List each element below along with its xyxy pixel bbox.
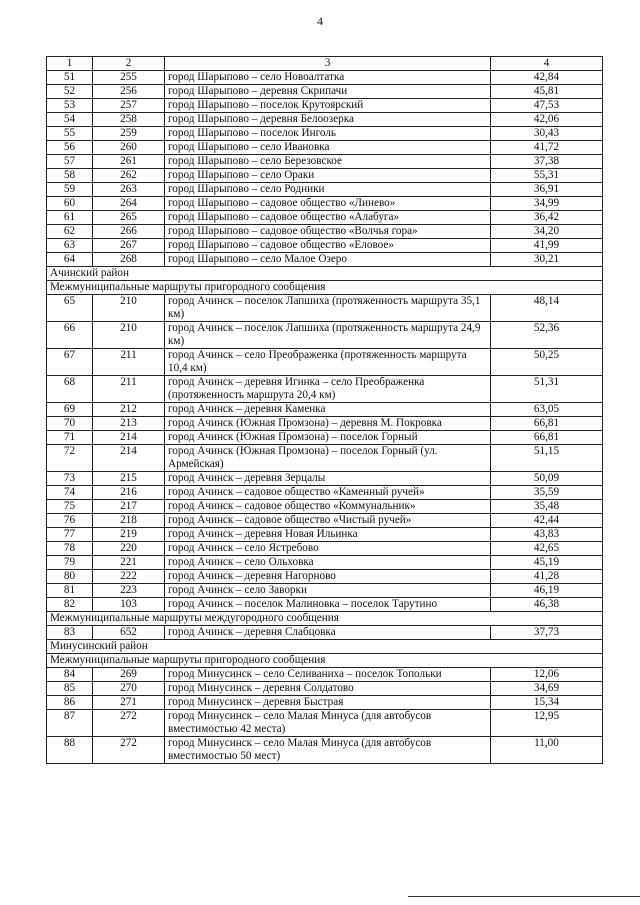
- section-title: Ачинский район: [47, 267, 603, 281]
- route-name: город Ачинск – деревня Зерцалы: [165, 472, 491, 486]
- route-value: 34,20: [491, 225, 603, 239]
- route-value: 52,36: [491, 322, 603, 349]
- route-name: город Минусинск – село Малая Минуса (для автобусов вместимостью 50 мест): [165, 737, 491, 764]
- row-number: 58: [47, 169, 93, 183]
- row-number: 70: [47, 417, 93, 431]
- route-name: город Шарыпово – село Малое Озеро: [165, 253, 491, 267]
- route-code: 222: [93, 570, 165, 584]
- row-number: 88: [47, 737, 93, 764]
- section-title: Межмуниципальные маршруты пригородного сообщения: [47, 281, 603, 295]
- section-row: [47, 640, 603, 654]
- section-title: Минусинский район: [47, 640, 603, 654]
- route-code: 218: [93, 514, 165, 528]
- route-code: 210: [93, 295, 165, 322]
- route-code: 256: [93, 85, 165, 99]
- route-value: 30,43: [491, 127, 603, 141]
- route-value: 46,19: [491, 584, 603, 598]
- footer-rule: [408, 896, 640, 897]
- table-row: [47, 127, 603, 141]
- route-code: 217: [93, 500, 165, 514]
- page-number: 4: [317, 14, 323, 28]
- row-number: 55: [47, 127, 93, 141]
- row-number: 83: [47, 626, 93, 640]
- route-name: город Минусинск – село Малая Минуса (для автобусов вместимостью 42 места): [165, 710, 491, 737]
- row-number: 71: [47, 431, 93, 445]
- route-name: город Ачинск – село Заворки: [165, 584, 491, 598]
- row-number: 69: [47, 403, 93, 417]
- table-row: [47, 542, 603, 556]
- route-value: 66,81: [491, 431, 603, 445]
- row-number: 74: [47, 486, 93, 500]
- route-name: город Шарыпово – село Ораки: [165, 169, 491, 183]
- table-row: [47, 710, 603, 737]
- table-row: [47, 71, 603, 85]
- row-number: 53: [47, 99, 93, 113]
- route-name: город Ачинск – деревня Новая Ильинка: [165, 528, 491, 542]
- route-code: 221: [93, 556, 165, 570]
- table-row: [47, 169, 603, 183]
- route-value: 36,91: [491, 183, 603, 197]
- row-number: 68: [47, 376, 93, 403]
- route-code: 270: [93, 682, 165, 696]
- row-number: 79: [47, 556, 93, 570]
- section-title: Межмуниципальные маршруты пригородного сообщения: [47, 654, 603, 668]
- route-name: город Ачинск – поселок Лапшиха (протяженность маршрута 24,9 км): [165, 322, 491, 349]
- route-code: 212: [93, 403, 165, 417]
- table-row: [47, 295, 603, 322]
- route-code: 267: [93, 239, 165, 253]
- route-code: 257: [93, 99, 165, 113]
- row-number: 62: [47, 225, 93, 239]
- route-name: город Шарыпово – садовое общество «Алабуга»: [165, 211, 491, 225]
- route-code: 262: [93, 169, 165, 183]
- table-row: [47, 584, 603, 598]
- route-code: 261: [93, 155, 165, 169]
- routes-table: [46, 56, 603, 764]
- row-number: 80: [47, 570, 93, 584]
- route-value: 36,42: [491, 211, 603, 225]
- table-row: [47, 626, 603, 640]
- route-name: город Шарыпово – село Новоалтатка: [165, 71, 491, 85]
- table-row: [47, 445, 603, 472]
- header-col-4: 4: [491, 57, 603, 71]
- route-value: 11,00: [491, 737, 603, 764]
- table-row: [47, 183, 603, 197]
- row-number: 51: [47, 71, 93, 85]
- table-row: [47, 141, 603, 155]
- table-row: [47, 253, 603, 267]
- route-code: 272: [93, 737, 165, 764]
- route-name: город Шарыпово – садовое общество «Линево»: [165, 197, 491, 211]
- table-row: [47, 431, 603, 445]
- route-code: 259: [93, 127, 165, 141]
- route-name: город Минусинск – деревня Солдатово: [165, 682, 491, 696]
- table-row: [47, 472, 603, 486]
- route-code: 210: [93, 322, 165, 349]
- section-title: Межмуниципальные маршруты междугородного сообщения: [47, 612, 603, 626]
- route-code: 268: [93, 253, 165, 267]
- row-number: 61: [47, 211, 93, 225]
- table-row: [47, 211, 603, 225]
- table-row: [47, 570, 603, 584]
- route-code: 652: [93, 626, 165, 640]
- route-value: 35,48: [491, 500, 603, 514]
- route-name: город Шарыпово – поселок Инголь: [165, 127, 491, 141]
- route-name: город Ачинск – деревня Каменка: [165, 403, 491, 417]
- route-value: 42,06: [491, 113, 603, 127]
- route-name: город Шарыпово – село Ивановка: [165, 141, 491, 155]
- row-number: 63: [47, 239, 93, 253]
- route-name: город Ачинск – деревня Нагорново: [165, 570, 491, 584]
- table-row: [47, 225, 603, 239]
- route-code: 214: [93, 431, 165, 445]
- route-name: город Шарыпово – поселок Крутоярский: [165, 99, 491, 113]
- route-value: 45,81: [491, 85, 603, 99]
- route-name: город Шарыпово – деревня Белоозерка: [165, 113, 491, 127]
- route-name: город Ачинск – поселок Лапшиха (протяженность маршрута 35,1 км): [165, 295, 491, 322]
- route-value: 66,81: [491, 417, 603, 431]
- route-value: 30,21: [491, 253, 603, 267]
- route-name: город Шарыпово – деревня Скрипачи: [165, 85, 491, 99]
- table-row: [47, 682, 603, 696]
- row-number: 59: [47, 183, 93, 197]
- section-row: [47, 281, 603, 295]
- route-name: город Шарыпово – село Березовское: [165, 155, 491, 169]
- route-value: 51,31: [491, 376, 603, 403]
- row-number: 87: [47, 710, 93, 737]
- row-number: 72: [47, 445, 93, 472]
- table-row: [47, 737, 603, 764]
- route-code: 266: [93, 225, 165, 239]
- route-name: город Ачинск – поселок Малиновка – поселок Тарутино: [165, 598, 491, 612]
- row-number: 76: [47, 514, 93, 528]
- row-number: 64: [47, 253, 93, 267]
- header-col-2: 2: [93, 57, 165, 71]
- route-value: 55,31: [491, 169, 603, 183]
- table-row: [47, 155, 603, 169]
- table-row: [47, 239, 603, 253]
- route-value: 42,84: [491, 71, 603, 85]
- route-name: город Ачинск – село Преображенка (протяженность маршрута 10,4 км): [165, 349, 491, 376]
- route-value: 48,14: [491, 295, 603, 322]
- row-number: 67: [47, 349, 93, 376]
- route-code: 211: [93, 376, 165, 403]
- route-name: город Минусинск – деревня Быстрая: [165, 696, 491, 710]
- route-value: 43,83: [491, 528, 603, 542]
- route-name: город Ачинск – село Ястребово: [165, 542, 491, 556]
- route-name: город Ачинск (Южная Промзона) – деревня М. Покровка: [165, 417, 491, 431]
- table-row: [47, 376, 603, 403]
- route-value: 34,69: [491, 682, 603, 696]
- table-row: [47, 500, 603, 514]
- route-value: 37,73: [491, 626, 603, 640]
- route-name: город Ачинск (Южная Промзона) – поселок Горный: [165, 431, 491, 445]
- route-name: город Шарыпово – садовое общество «Еловое»: [165, 239, 491, 253]
- row-number: 81: [47, 584, 93, 598]
- route-code: 220: [93, 542, 165, 556]
- table-row: [47, 556, 603, 570]
- route-code: 103: [93, 598, 165, 612]
- route-code: 264: [93, 197, 165, 211]
- route-name: город Ачинск – деревня Игинка – село Преображенка (протяженность маршрута 20,4 км): [165, 376, 491, 403]
- table-row: [47, 197, 603, 211]
- row-number: 85: [47, 682, 93, 696]
- route-value: 42,65: [491, 542, 603, 556]
- route-value: 51,15: [491, 445, 603, 472]
- route-code: 269: [93, 668, 165, 682]
- route-name: город Ачинск – садовое общество «Каменный ручей»: [165, 486, 491, 500]
- route-value: 41,72: [491, 141, 603, 155]
- row-number: 57: [47, 155, 93, 169]
- row-number: 82: [47, 598, 93, 612]
- row-number: 56: [47, 141, 93, 155]
- route-code: 211: [93, 349, 165, 376]
- route-value: 12,06: [491, 668, 603, 682]
- table-row: [47, 668, 603, 682]
- route-name: город Шарыпово – село Родники: [165, 183, 491, 197]
- header-col-1: 1: [47, 57, 93, 71]
- route-name: город Шарыпово – садовое общество «Волчья гора»: [165, 225, 491, 239]
- table-row: [47, 417, 603, 431]
- route-code: 258: [93, 113, 165, 127]
- route-value: 63,05: [491, 403, 603, 417]
- table-row: [47, 696, 603, 710]
- route-code: 223: [93, 584, 165, 598]
- route-value: 34,99: [491, 197, 603, 211]
- route-name: город Ачинск – садовое общество «Чистый ручей»: [165, 514, 491, 528]
- row-number: 60: [47, 197, 93, 211]
- route-code: 260: [93, 141, 165, 155]
- route-value: 12,95: [491, 710, 603, 737]
- table-row: [47, 486, 603, 500]
- route-code: 263: [93, 183, 165, 197]
- table-row: [47, 113, 603, 127]
- row-number: 86: [47, 696, 93, 710]
- section-row: [47, 612, 603, 626]
- route-value: 50,25: [491, 349, 603, 376]
- table-row: [47, 403, 603, 417]
- route-code: 265: [93, 211, 165, 225]
- row-number: 78: [47, 542, 93, 556]
- route-value: 35,59: [491, 486, 603, 500]
- header-col-3: 3: [165, 57, 491, 71]
- row-number: 77: [47, 528, 93, 542]
- route-code: 255: [93, 71, 165, 85]
- route-name: город Ачинск – деревня Слабцовка: [165, 626, 491, 640]
- section-row: [47, 267, 603, 281]
- route-value: 41,28: [491, 570, 603, 584]
- table-row: [47, 528, 603, 542]
- row-number: 52: [47, 85, 93, 99]
- table-row: [47, 514, 603, 528]
- route-code: 219: [93, 528, 165, 542]
- route-value: 15,34: [491, 696, 603, 710]
- route-code: 214: [93, 445, 165, 472]
- route-value: 37,38: [491, 155, 603, 169]
- route-value: 42,44: [491, 514, 603, 528]
- route-name: город Ачинск – садовое общество «Коммунальник»: [165, 500, 491, 514]
- section-row: [47, 654, 603, 668]
- route-code: 213: [93, 417, 165, 431]
- route-code: 216: [93, 486, 165, 500]
- row-number: 65: [47, 295, 93, 322]
- route-value: 46,38: [491, 598, 603, 612]
- table-row: [47, 322, 603, 349]
- table-row: [47, 349, 603, 376]
- route-name: город Ачинск – село Ольховка: [165, 556, 491, 570]
- table-header-row: [47, 57, 603, 71]
- route-code: 215: [93, 472, 165, 486]
- table-row: [47, 85, 603, 99]
- route-value: 41,99: [491, 239, 603, 253]
- row-number: 54: [47, 113, 93, 127]
- table-row: [47, 598, 603, 612]
- route-name: город Ачинск (Южная Промзона) – поселок Горный (ул. Армейская): [165, 445, 491, 472]
- row-number: 73: [47, 472, 93, 486]
- row-number: 75: [47, 500, 93, 514]
- route-code: 271: [93, 696, 165, 710]
- route-value: 47,53: [491, 99, 603, 113]
- route-value: 45,19: [491, 556, 603, 570]
- row-number: 84: [47, 668, 93, 682]
- table-row: [47, 99, 603, 113]
- route-name: город Минусинск – село Селиваниха – поселок Топольки: [165, 668, 491, 682]
- route-code: 272: [93, 710, 165, 737]
- route-value: 50,09: [491, 472, 603, 486]
- row-number: 66: [47, 322, 93, 349]
